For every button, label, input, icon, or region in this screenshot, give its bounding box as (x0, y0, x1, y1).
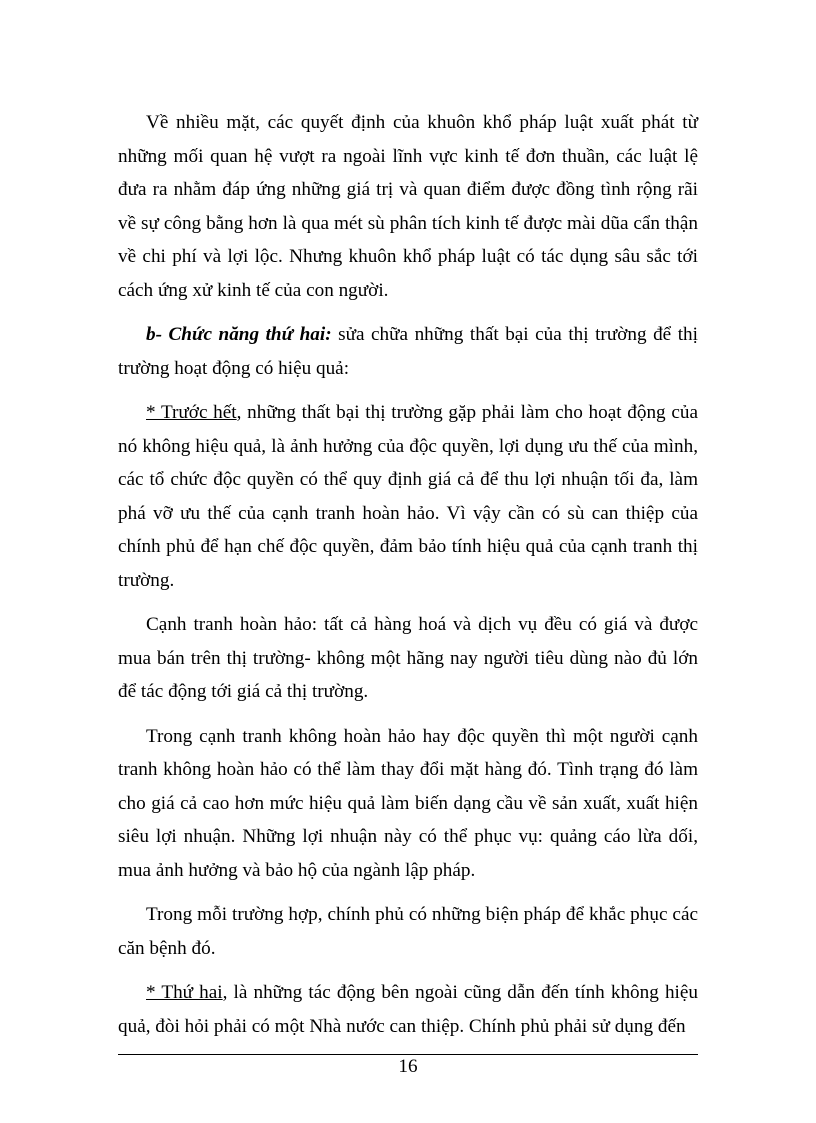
paragraph-text: , những thất bại thị trường gặp phải làm cho hoạt động của nó không hiệu quả, là ảnh hưởng của độc quyền, lợi dụng ưu thế của mình, các tổ chức độc quyền có thể quy định giá cả để thu lợi nhuận tối đa, làm phá vỡ ưu thế của cạnh tranh hoàn hảo. Vì vậy cần có sù can thiệp của chính phủ để hạn chế độc quyền, đảm bảo tính hiệu quả của cạnh tranh thị trường. (118, 402, 698, 591)
point-label-second: * Thứ hai (146, 982, 223, 1003)
paragraph-text: Cạnh tranh hoàn hảo: tất cả hàng hoá và dịch vụ đều có giá và được mua bán trên thị trường- không một hãng nay người tiêu dùng nào đủ lớn để tác động tới giá cả thị trường. (118, 614, 698, 702)
paragraph-second-function (118, 318, 698, 385)
paragraph-second-point (118, 976, 698, 1043)
paragraph-text: , là những tác động bên ngoài cũng dẫn đến tính không hiệu quả, đòi hỏi phải có một Nhà nước can thiệp. Chính phủ phải sử dụng đến (118, 982, 698, 1037)
point-label-first: * Trước hết (146, 402, 237, 423)
page-number: 16 (398, 1056, 418, 1077)
paragraph-legal-framework (118, 106, 698, 307)
paragraph-first-point (118, 396, 698, 597)
paragraph-text: sửa chữa những thất bại của thị trường để thị trường hoạt động có hiệu quả: (118, 324, 698, 379)
paragraph-text: Trong cạnh tranh không hoàn hảo hay độc quyền thì một người cạnh tranh không hoàn hảo có thể làm thay đổi mặt hàng đó. Tình trạng đó làm cho giá cả cao hơn mức hiệu quả làm biến dạng cầu về sản xuất, xuất hiện siêu lợi nhuận. Những lợi nhuận này có thể phục vụ: quảng cáo lừa dối, mua ảnh hưởng và bảo hộ của ngành lập pháp. (118, 725, 698, 881)
body-text (118, 106, 698, 1043)
paragraph-text: Về nhiều mặt, các quyết định của khuôn khổ pháp luật xuất phát từ những mối quan hệ vượt ra ngoài lĩnh vực kinh tế đơn thuần, các luật lệ đưa ra nhằm đáp ứng những giá trị và quan điểm được đồng tình rộng rãi về sự công bằng hơn là qua mét sù phân tích kinh tế được mài dũa cẩn thận về chi phí và lợi lộc. Nhưng khuôn khổ pháp luật có tác dụng sâu sắc tới cách ứng xử kinh tế của con người. (118, 112, 698, 301)
paragraph-government-measures (118, 898, 698, 965)
paragraph-text: Trong mỗi trường hợp, chính phủ có những biện pháp để khắc phục các căn bệnh đó. (118, 904, 698, 959)
paragraph-imperfect-competition (118, 720, 698, 888)
paragraph-perfect-competition (118, 608, 698, 709)
section-heading-second-function: b- Chức năng thứ hai: (146, 324, 332, 345)
